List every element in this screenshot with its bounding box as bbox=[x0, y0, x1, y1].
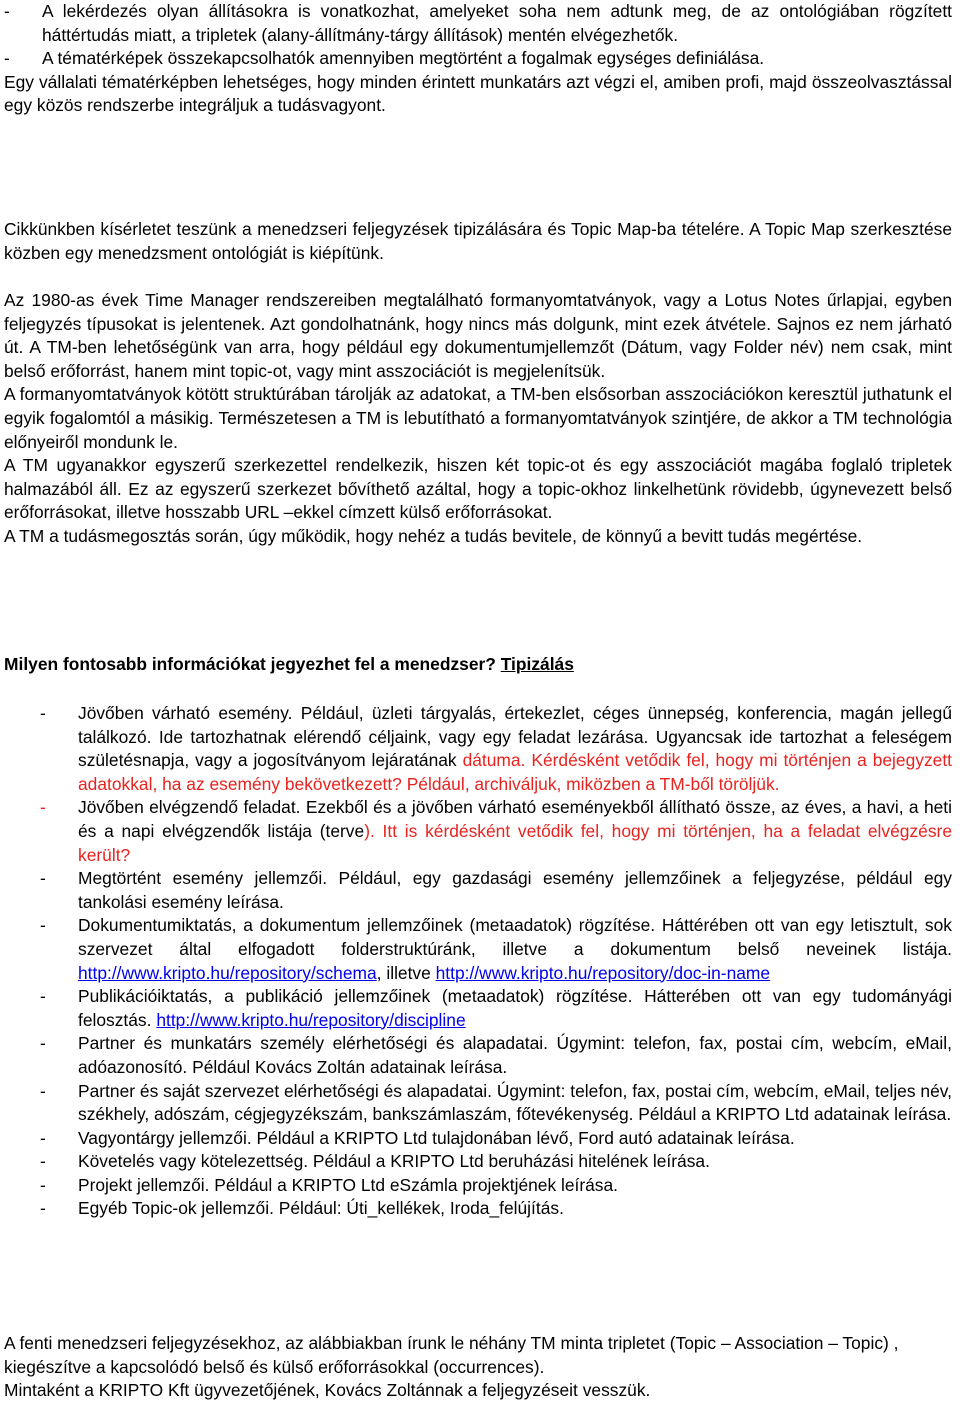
list-item: - Követelés vagy kötelezettség. Például a KRIPTO Ltd beruházási hitelének leírása. bbox=[40, 1151, 710, 1172]
discipline-link[interactable]: http://www.kripto.hu/repository/discipline bbox=[156, 1009, 466, 1030]
paragraph: A formanyomtatványok kötött struktúrában tárolják az adatokat, a TM-ben elsősorban asszociációkon keresztül juthatunk el egyik fogalomtól a másikig. Természetesen a TM is lebutítható a formanyomtatványok szintjére, de akkor a TM technológia előnyeiről mondunk le. bbox=[4, 384, 952, 452]
list-item: - Megtörtént esemény jellemzői. Például, egy gazdasági esemény jellemzőinek a feljegyzése, például egy tankolási esemény leírása. bbox=[40, 868, 952, 912]
list-item: - Vagyontárgy jellemzői. Például a KRIPTO Ltd tulajdonában lévő, Ford autó adatainak leírása. bbox=[40, 1127, 795, 1148]
list-item: - Dokumentumiktatás, a dokumentum jellemzőinek (metaadatok) rögzítése. Háttérében ott van egy letisztult, sok szervezet által elfogadott folderstruktúránk, illetve a dokumentum belső neveinek listája. http://www.kripto.hu/repository/schema, illetve http://www.kripto.hu/repository/doc-in-name bbox=[40, 915, 952, 983]
schema-link[interactable]: http://www.kripto.hu/repository/schema bbox=[78, 962, 377, 983]
list-item: - Jövőben várható esemény. Például, üzleti tárgyalás, értekezlet, céges ünnepség, konferencia, magán jellegű találkozó. Ide tartozhatnak elérendő céljaink, vagy egy feladat lezárása. Ugyancsak ide tartozhat a feleségem születésnapja, vagy a jogosítványom lejáratának dátuma. Kérdésként vetődik fel, hogy mi történjen a bejegyzett adatokkal, ha az esemény bekövetkezett? Például, archiváljuk, miközben a TM-ből töröljük. bbox=[40, 703, 952, 794]
body-text bbox=[4, 289, 952, 549]
intro-paragraph: Cikkünkben kísérletet teszünk a menedzseri feljegyzések tipizálására és Topic Map-ba tételére. A Topic Map szerkesztése közben egy menedzsment ontológiát is kiépítünk. bbox=[4, 219, 952, 263]
typing-list bbox=[4, 702, 952, 1221]
list-item: - A tématérképek összekapcsolhatók amennyiben megtörtént a fogalmak egységes definiálása. bbox=[4, 48, 765, 69]
closing-text bbox=[4, 1332, 952, 1403]
list-item: - Partner és saját szervezet elérhetőségi és alapadatai. Úgymint: telefon, fax, postai cím, webcím, eMail, teljes név, székhely, adószám, cégjegyzékszám, bankszámlaszám, főtevékenység. Például a KRIPTO Ltd adatainak leírása. bbox=[40, 1080, 952, 1125]
list-item: - Egyéb Topic-ok jellemzői. Például: Úti_kellékek, Iroda_felújítás. bbox=[40, 1198, 564, 1219]
paragraph: A fenti menedzseri feljegyzésekhoz, az alábbiakban írunk le néhány TM minta tripletet (Topic – Association – Topic) , kiegészítve a kapcsolódó belső és külső erőforrásokkal (occurrences). bbox=[4, 1333, 899, 1377]
list-item: - Jövőben elvégzendő feladat. Ezekből és a jövőben várható eseményekből állítható össze, az éves, a havi, a heti és a napi elvégzendők listája (terve). Itt is kérdésként vetődik fel, hogy mi történjen, ha a feladat elvégzésre került? bbox=[40, 797, 952, 865]
list-item: - Projekt jellemzői. Például a KRIPTO Ltd eSzámla projektjének leírása. bbox=[40, 1174, 619, 1195]
paragraph: A TM ugyanakkor egyszerű szerkezettel rendelkezik, hiszen két topic-ot és egy asszociációt magába foglaló tripletek halmazából áll. Ez az egyszerű szerkezet bővíthető azáltal, hogy a topic-okhoz linkelhetünk rövidebb, úgynevezett belső erőforrásokat, illetve hosszabb URL –ekkel címzett külső erőforrásokat. bbox=[4, 455, 952, 523]
paragraph: A TM a tudásmegosztás során, úgy működik, hogy nehéz a tudás bevitele, de könnyű a bevitt tudás megértése. bbox=[4, 525, 863, 546]
list-item: - Partner és munkatárs személy elérhetőségi és alapadatai. Úgymint: telefon, fax, postai cím, webcím, eMail, adóazonosító. Például Kovács Zoltán adatainak leírása. bbox=[40, 1033, 952, 1077]
paragraph: Egy vállalati tématérképben lehetséges, hogy minden érintett munkatárs azt végzi el, amiben profi, majd összeolvasztással egy közös rendszerbe integráljuk a tudásvagyont. bbox=[4, 71, 952, 116]
paragraph: Az 1980-as évek Time Manager rendszereiben megtalálható formanyomtatványok, vagy a Lotus Notes űrlapjai, egyben feljegyzés típusokat is jelentenek. Azt gondolhatnánk, hogy nincs más dolgunk, mint ezek átvétele. Sajnos ez nem járható út. A TM-ben lehetőségünk van arra, hogy például egy dokumentumjellemzőt (Dátum, vagy Folder név) nem csak, mint belső erőforrást, hanem mint topic-ot, vagy mint asszociációt is megjelenítsük. bbox=[4, 290, 952, 381]
list-item: - Publikációiktatás, a publikáció jellemzőinek (metaadatok) rögzítése. Hátterében ott van egy tudományági felosztás. http://www.kripto.hu/repository/discipline bbox=[40, 986, 952, 1030]
doc-in-name-link[interactable]: http://www.kripto.hu/repository/doc-in-name bbox=[435, 962, 771, 983]
list-item: - A lekérdezés olyan állításokra is vonatkozhat, amelyeket soha nem adtunk meg, de az ontológiában rögzített háttértudás miatt, a tripletek (alany-állítmány-tárgy állítások) mentén elvégezhetők. bbox=[4, 1, 952, 45]
top-list bbox=[4, 0, 952, 118]
section-heading: Milyen fontosabb információkat jegyezhet fel a menedzser? Tipizálás bbox=[4, 654, 574, 674]
paragraph: Mintaként a KRIPTO Kft ügyvezetőjének, Kovács Zoltánnak a feljegyzéseit vesszük. bbox=[4, 1380, 651, 1401]
